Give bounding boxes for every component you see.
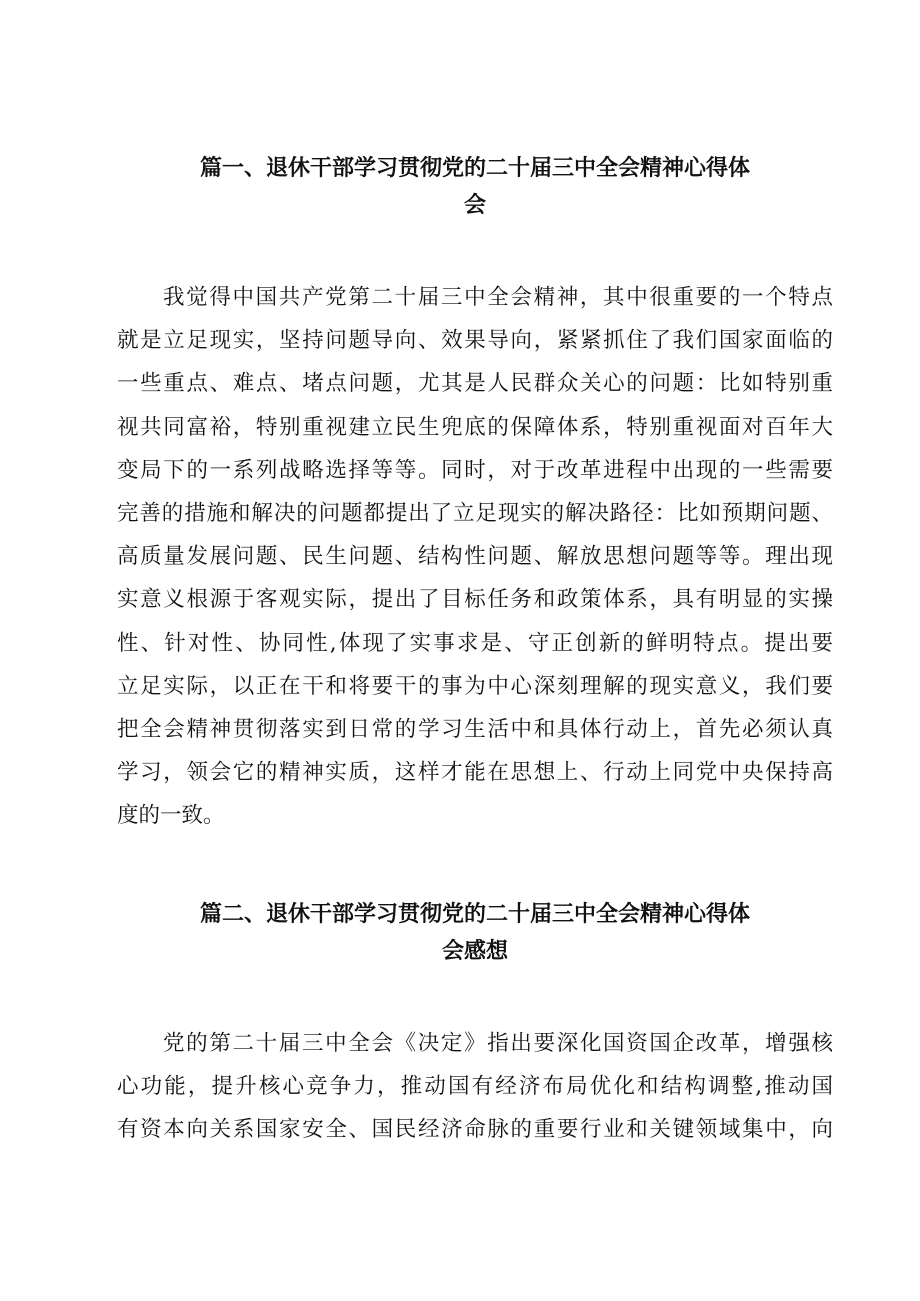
body-line: 就是立足现实，坚持问题导向、效果导向，紧紧抓住了我们国家面临的 xyxy=(117,328,833,354)
body-line: 视共同富裕，特别重视建立民生兜底的保障体系，特别重视面对百年大 xyxy=(117,414,833,440)
body-line: 度的一致。 xyxy=(117,803,225,829)
body-line: 立足实际，以正在干和将要干的事为中心深刻理解的现实意义，我们要 xyxy=(117,673,833,699)
body-line: 高质量发展问题、民生问题、结构性问题、解放思想问题等等。理出现 xyxy=(117,544,833,570)
body-line: 完善的措施和解决的问题都提出了立足现实的解决路径：比如预期问题、 xyxy=(117,501,833,527)
body-line: 性、针对性、协同性,体现了实事求是、守正创新的鲜明特点。提出要 xyxy=(117,630,833,656)
body-line: 把全会精神贯彻落实到日常的学习生活中和具体行动上，首先必须认真 xyxy=(117,717,833,743)
body-line: 一些重点、难点、堵点问题，尤其是人民群众关心的问题：比如特别重 xyxy=(117,371,833,397)
section-1-title xyxy=(120,150,830,224)
body-line: 党的第二十届三中全会《决定》指出要深化国资国企改革，增强核 xyxy=(163,1031,833,1056)
body-line: 我觉得中国共产党第二十届三中全会精神，其中很重要的一个特点 xyxy=(163,285,833,310)
section-1-title-line: 篇一、退休干部学习贯彻党的二十届三中全会精神心得体 xyxy=(199,156,750,181)
section-1-title-line: 会 xyxy=(463,193,486,218)
section-2-title-line: 篇二、退休干部学习贯彻党的二十届三中全会精神心得体 xyxy=(199,902,750,927)
body-line: 心功能，提升核心竞争力，推动国有经济布局优化和结构调整,推动国 xyxy=(117,1074,833,1100)
section-2-title xyxy=(120,896,830,970)
body-line: 有资本向关系国家安全、国民经济命脉的重要行业和关键领域集中，向 xyxy=(117,1117,833,1143)
section-2-body xyxy=(117,1022,833,1152)
section-2-title-line: 会感想 xyxy=(441,939,508,964)
section-1-body xyxy=(117,276,833,838)
body-line: 实意义根源于客观实际，提出了目标任务和政策体系，具有明显的实操 xyxy=(117,587,833,613)
body-line: 变局下的一系列战略选择等等。同时，对于改革进程中出现的一些需要 xyxy=(117,457,833,483)
body-line: 学习，领会它的精神实质，这样才能在思想上、行动上同党中央保持高 xyxy=(117,760,833,786)
